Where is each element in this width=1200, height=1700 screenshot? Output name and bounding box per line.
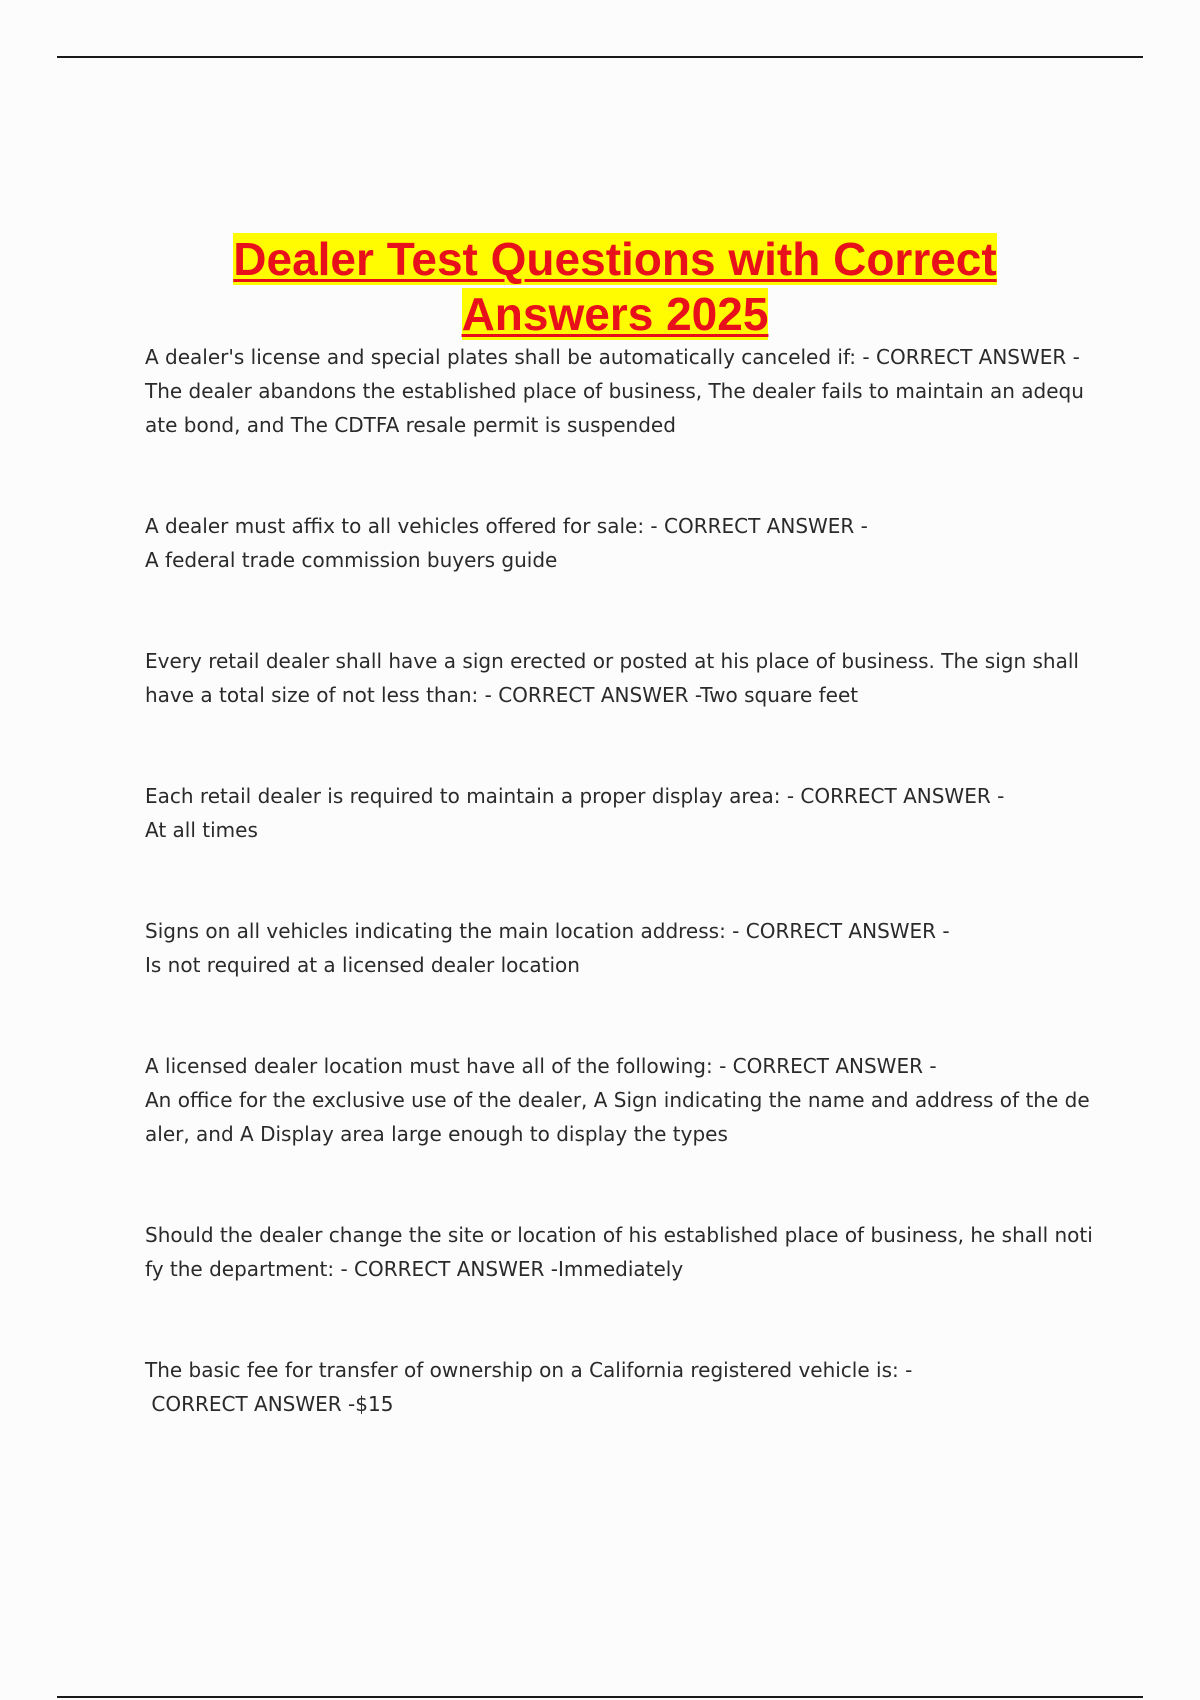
qa-item: [145, 914, 1095, 982]
question-text: The basic fee for transfer of ownership on a California registered vehicle is:: [145, 1358, 899, 1382]
qa-item: [145, 509, 1095, 577]
answer-text: A federal trade commission buyers guide: [145, 548, 558, 572]
question-text: Should the dealer change the site or location of his established place of business, he shall notify the department:: [145, 1223, 1093, 1281]
qa-item: [145, 340, 1095, 442]
answer-marker: - CORRECT ANSWER -: [732, 919, 950, 943]
answer-text: Immediately: [557, 1257, 684, 1281]
question-text: A dealer's license and special plates shall be automatically canceled if:: [145, 345, 857, 369]
qa-item: [145, 779, 1095, 847]
question-text: Each retail dealer is required to maintain a proper display area:: [145, 784, 781, 808]
question-text: A dealer must affix to all vehicles offered for sale:: [145, 514, 645, 538]
qa-list: [145, 340, 1095, 1488]
top-rule: [57, 56, 1143, 58]
bottom-rule: [57, 1696, 1143, 1698]
answer-text: An office for the exclusive use of the dealer, A Sign indicating the name and address of the dealer, and A Display area large enough to display the types: [145, 1088, 1090, 1146]
answer-text: Is not required at a licensed dealer location: [145, 953, 580, 977]
answer-text: At all times: [145, 818, 258, 842]
answer-text: $15: [355, 1392, 394, 1416]
answer-marker: - CORRECT ANSWER -: [862, 345, 1080, 369]
answer-marker: - CORRECT ANSWER -: [786, 784, 1005, 808]
document-title-text: Dealer Test Questions with Correct Answers 2025: [233, 233, 997, 340]
answer-marker: - CORRECT ANSWER -: [340, 1257, 558, 1281]
qa-item: [145, 644, 1095, 712]
question-text: Signs on all vehicles indicating the main location address:: [145, 919, 726, 943]
answer-marker: - CORRECT ANSWER -: [719, 1054, 937, 1078]
answer-marker: - CORRECT ANSWER -: [484, 683, 701, 707]
question-text: A licensed dealer location must have all of the following:: [145, 1054, 713, 1078]
question-text: Every retail dealer shall have a sign erected or posted at his place of business. The sign shall have a total size of not less than:: [145, 649, 1086, 707]
document-title: [145, 232, 1085, 342]
answer-text: Two square feet: [700, 683, 859, 707]
qa-item: [145, 1049, 1095, 1151]
answer-text: The dealer abandons the established place of business, The dealer fails to maintain an adequate bond, and The CDTFA resale permit is suspended: [145, 379, 1084, 437]
answer-marker: - CORRECT ANSWER -: [650, 514, 868, 538]
qa-item: [145, 1218, 1095, 1286]
qa-item: The basic fee for transfer of ownership on a California registered vehicle is: - CORRECT ANSWER -$15: [145, 1358, 913, 1416]
